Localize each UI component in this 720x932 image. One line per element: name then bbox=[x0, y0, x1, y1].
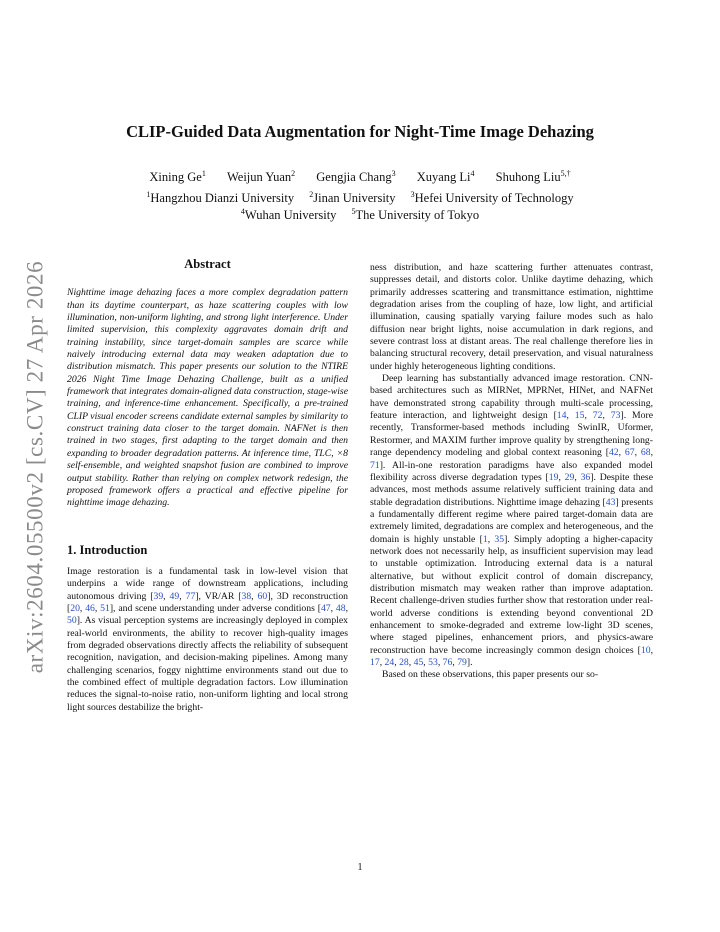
citation-link[interactable]: 24 bbox=[384, 657, 395, 668]
citation-link[interactable]: 42 bbox=[608, 447, 619, 459]
intro-paragraph-continued: ness distribution, and haze scattering further attenuates contrast, suppresses detail, and distorts color. Unlike daytime dehazing, which primarily addresses scattering and transmittance estimation, nighttime degradation arises from the coupling of haze, low light, and artificial illumination, causing spatially varying failure modes such as halo diffusion near bright lights, noise accumulation in dark regions, and severe contrast loss at distant areas. The real challenge therefore lies in balancing structural recovery, detail preservation, and visual naturalness under highly heterogeneous lighting conditions. bbox=[370, 262, 653, 372]
right-column bbox=[370, 262, 653, 682]
author: Xuyang Li$^4$ bbox=[416, 168, 475, 184]
affiliation: $^3$Hefei University of Technology bbox=[410, 189, 574, 205]
affiliation: $^5$The University of Tokyo bbox=[351, 206, 480, 222]
page-number: 1 bbox=[357, 862, 363, 873]
author: Shuhong Liu$^{5,\dagger}$ bbox=[495, 168, 571, 184]
author-list bbox=[0, 170, 720, 185]
citation-link[interactable]: 28 bbox=[399, 657, 409, 668]
citation-link[interactable]: 50 bbox=[67, 615, 77, 627]
citation-link[interactable]: 15 bbox=[574, 410, 585, 422]
citation-link[interactable]: 77 bbox=[185, 590, 196, 602]
abstract-heading: Abstract bbox=[184, 257, 231, 271]
intro-paragraph: Image restoration is a fundamental task in low-level vision that underpins a wide range of downstream applications, including autonomous driving [39, 49, 77], VR/AR [38, 60], 3D reconstruction [20, 46, 51], and scene understanding under adverse conditions [47, 48, 50]. As visual perception systems are increasingly deployed in complex real-world environments, the ability to recover high-quality images from degraded observations directly affects the reliability of subsequent recognition, navigation, and decision-making pipelines. Among many challenging scenarios, foggy nighttime environments stand out due to the combined effect of multiple degradation factors. Low illumination reduces the signal-to-noise ratio, non-uniform lighting and local strong light sources destabilize the bright- bbox=[67, 565, 349, 713]
citation-link[interactable]: 53 bbox=[428, 657, 438, 668]
paper-title: CLIP-Guided Data Augmentation for Night-Time Image Dehazing bbox=[126, 122, 594, 141]
citation-link[interactable]: 68 bbox=[640, 447, 651, 459]
left-column bbox=[67, 258, 348, 714]
citation-link[interactable]: 36 bbox=[580, 471, 591, 483]
arxiv-identifier-text: arXiv:2604.05500v2 [cs.CV] 27 Apr 2026 bbox=[22, 260, 47, 674]
citation-link[interactable]: 67 bbox=[624, 447, 635, 459]
citation-link[interactable]: 71 bbox=[370, 459, 380, 471]
related-work-paragraph: Deep learning has substantially advanced image restoration. CNN-based architectures such as MIRNet, MPRNet, HINet, and NAFNet have demonstrated strong capability through multi-scale processing, feature interaction, and lightweight design [14, 15, 72, 73]. More recently, Transformer-based methods including SwinIR, Uformer, Restormer, and MAXIM further improve quality by strengthening long-range dependency modeling and global context reasoning [42, 67, 68, 71]. All-in-one restoration paradigms have also expanded model flexibility across diverse degradation types [19, 29, 36]. Despite these advances, most methods assume relatively sufficient training data and stable degradation distributions. Nighttime image dehazing [43] presents a fundamentally different regime where paired target-domain data are extremely limited, degradations are complex and heterogeneous, and the domain is highly unstable [1, 35]. Simply adopting a higher-capacity network does not necessarily help, as insufficient supervision may lead to unstable optimization. Introducing external data is a natural alternative, but without explicit control of domain discrepancy, distribution mismatch may weaken rather than improve adaptation. Recent challenge-driven studies further show that restoration under real-world adverse conditions is extending beyond conventional 2D enhancement to smoke-degraded and extreme low-light 3D scenes, where staged pipelines, enhancement priors, and physics-aware reconstruction have become increasingly common design choices [10, 17, 24, 28, 45, 53, 76, 79]. bbox=[370, 373, 654, 668]
citation-link[interactable]: 20 bbox=[70, 602, 80, 614]
citation-link[interactable]: 1 bbox=[482, 533, 488, 545]
citation-link[interactable]: 76 bbox=[442, 657, 453, 668]
abstract-text: Nighttime image dehazing faces a more complex degradation pattern than its daytime counterpart, as haze scattering couples with low illumination, non-uniform lighting, and strong light interference. Under limited supervision, this complexity aggravates domain drift and training instability, since target-domain samples are scarce while naively introducing external data may weaken adaptation due to distribution mismatch. This paper presents our solution to the NTIRE 2026 Night Time Image Dehazing Challenge, built as a unified framework that integrates domain-aligned data construction, stage-wise training, and inference-time enhancement. Specifically, a pre-trained CLIP visual encoder screens candidate external samples by similarity to construct training data closer to the target domain. NAFNet is then trained in two stages, first adapting to the target domain and then expanding to broader degradation patterns. At inference time, TLC, ×8 self-ensemble, and weighted snapshot fusion are combined to improve output stability. Rather than relying on complex network redesign, the proposed framework offers a practical and effective pipeline for nighttime image dehazing. bbox=[67, 287, 348, 509]
citation-link[interactable]: 79 bbox=[457, 657, 467, 668]
affiliation: $^1$Hangzhou Dianzi University bbox=[146, 189, 295, 205]
arxiv-identifier-stamp bbox=[18, 262, 52, 672]
citation-link[interactable]: 51 bbox=[100, 602, 110, 614]
affiliation: $^2$Jinan University bbox=[309, 189, 396, 205]
section-heading-introduction: 1. Introduction bbox=[67, 542, 148, 557]
citation-link[interactable]: 38 bbox=[241, 590, 252, 602]
citation-link[interactable]: 35 bbox=[494, 533, 505, 545]
citation-link[interactable]: 19 bbox=[548, 471, 559, 483]
citation-link[interactable]: 17 bbox=[370, 657, 380, 668]
author: Xining Ge$^1$ bbox=[149, 168, 206, 184]
citation-link[interactable]: 39 bbox=[153, 590, 164, 602]
citation-link[interactable]: 72 bbox=[592, 410, 603, 422]
citation-link[interactable]: 29 bbox=[564, 471, 575, 483]
affiliation: $^4$Wuhan University bbox=[240, 206, 337, 222]
citation-link[interactable]: 14 bbox=[556, 410, 567, 422]
trailing-paragraph: Based on these observations, this paper presents our so- bbox=[382, 669, 599, 681]
affiliation-line bbox=[0, 191, 720, 206]
citation-link[interactable]: 48 bbox=[335, 602, 346, 614]
citation-link[interactable]: 45 bbox=[413, 657, 424, 668]
citation-link[interactable]: 43 bbox=[605, 496, 616, 508]
citation-link[interactable]: 73 bbox=[610, 410, 621, 422]
author: Gengjia Chang$^3$ bbox=[316, 168, 396, 184]
affiliation-line bbox=[0, 208, 720, 223]
citation-link[interactable]: 60 bbox=[257, 590, 268, 602]
citation-link[interactable]: 49 bbox=[169, 590, 180, 602]
author: Weijun Yuan$^2$ bbox=[226, 168, 296, 184]
citation-link[interactable]: 10 bbox=[640, 644, 651, 656]
citation-link[interactable]: 47 bbox=[320, 602, 331, 614]
citation-link[interactable]: 46 bbox=[85, 602, 95, 614]
